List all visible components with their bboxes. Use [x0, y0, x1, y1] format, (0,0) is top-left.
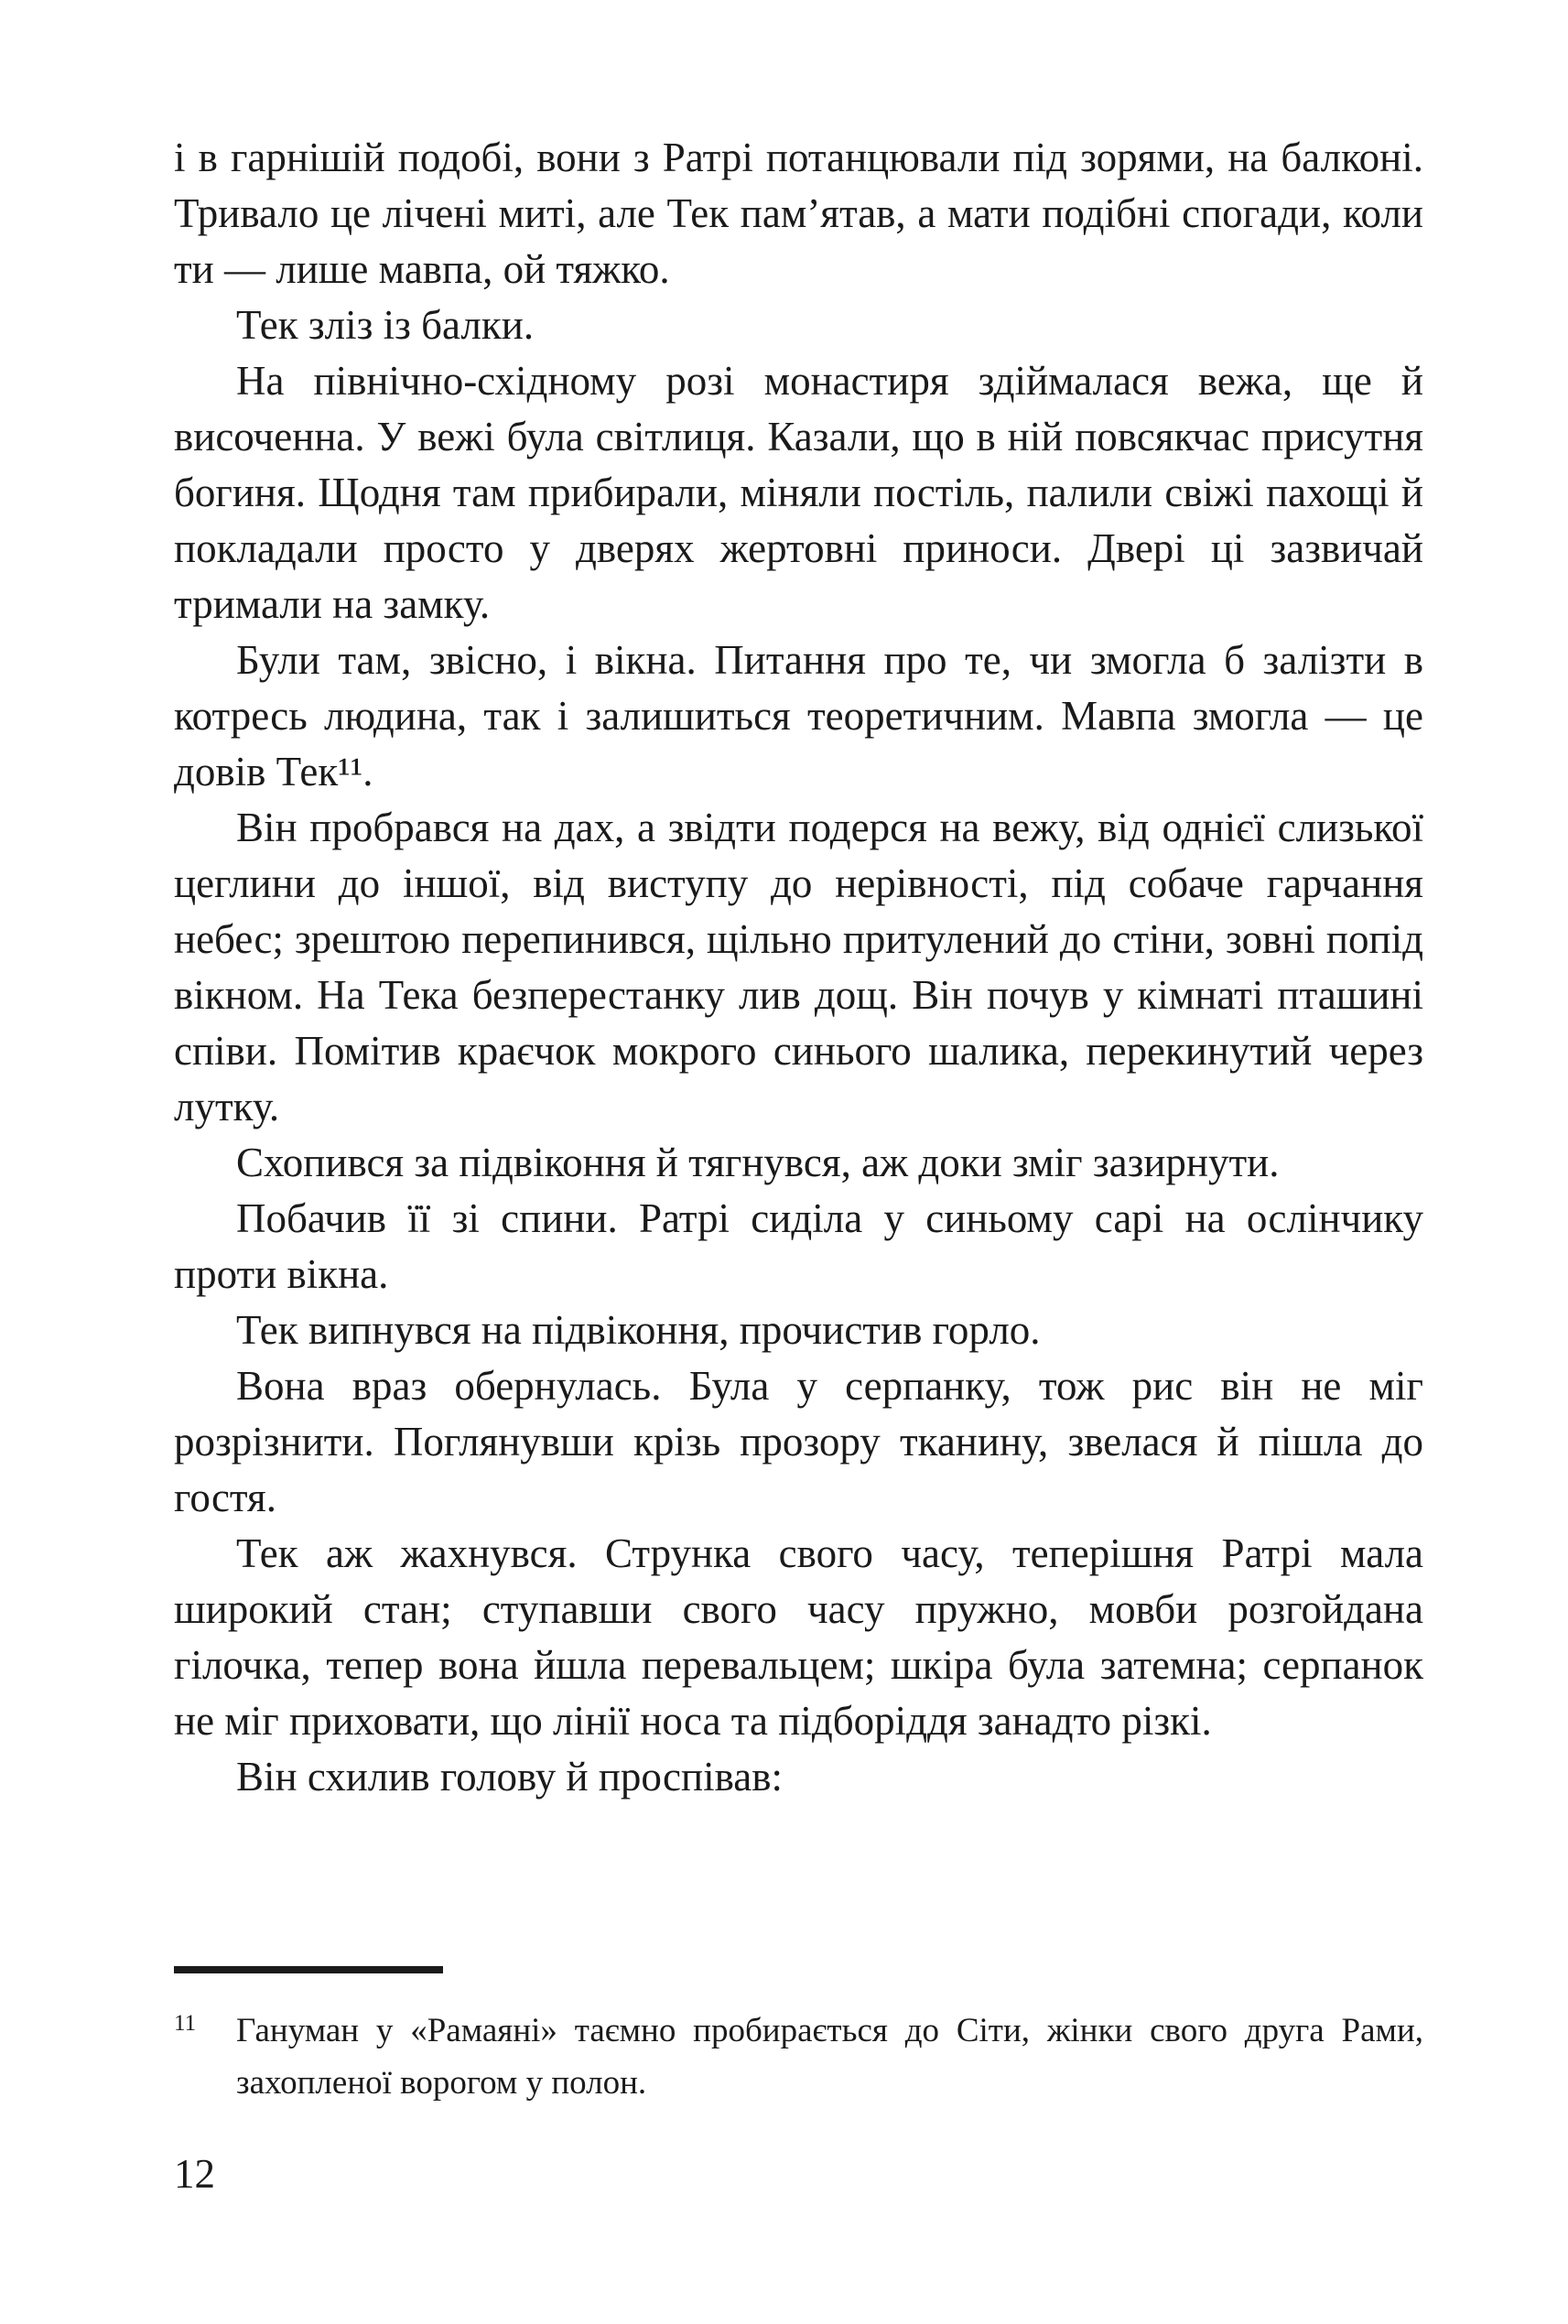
footnote-divider	[174, 1966, 443, 1973]
paragraph: Побачив її зі спини. Ратрі сиділа у синьому сарі на ослінчику проти вікна.	[174, 1195, 1423, 1297]
paragraph: і в гарнішій подобі, вони з Ратрі потанцювали під зорями, на балконі. Тривало це лічені миті, але Тек пам’ятав, а мати подібні спогади, коли ти — лише мавпа, ой тяжко.	[174, 135, 1423, 292]
paragraph: Тек випнувся на підвіконня, прочистив горло.	[236, 1307, 1041, 1353]
paragraph: На північно-східному розі монастиря здіймалася вежа, ще й височенна. У вежі була світлиця. Казали, що в ній повсякчас присутня богиня. Щодня там прибирали, міняли постіль, палили свіжі пахощі й покладали просто у дверях жертовні приноси. Двері ці зазвичай тримали на замку.	[174, 358, 1423, 627]
page-number: 12	[174, 2151, 215, 2197]
footnote-marker: 11	[174, 2011, 197, 2036]
paragraph: Він пробрався на дах, а звідти подерся на вежу, від однієї слизької цеглини до іншої, від виступу до нерівності, під собаче гарчання небес; зрештою перепинився, щільно притулений до стіни, зовні попід вікном. На Тека безперестанку лив дощ. Він почув у кімнаті пташині співи. Помітив краєчок мокрого синього шалика, перекинутий через лутку.	[174, 805, 1423, 1130]
body-text	[174, 130, 1423, 1805]
footnote	[174, 1997, 1423, 2109]
paragraph: Тек зліз із балки.	[236, 302, 535, 348]
paragraph: Він схилив голову й проспівав:	[236, 1754, 783, 1800]
paragraph: Були там, звісно, і вікна. Питання про те, чи змогла б залізти в котресь людина, так і залишиться теоретичним. Мавпа змогла — це довів Тек¹¹.	[174, 637, 1423, 794]
paragraph: Тек аж жахнувся. Струнка свого часу, теперішня Ратрі мала широкий стан; ступавши свого часу пружно, мовби розгойдана гілочка, тепер вона йшла перевальцем; шкіра була затемна; серпанок не міг приховати, що лінії носа та підборіддя занадто різкі.	[174, 1530, 1423, 1744]
footnote-text: Гануман у «Рамаяні» таємно пробирається до Сіти, жінки свого друга Рами, захопленої ворогом у полон.	[236, 2012, 1423, 2102]
paragraph: Схопився за підвіконня й тягнувся, аж доки зміг зазирнути.	[236, 1140, 1280, 1185]
paragraph: Вона враз обернулась. Була у серпанку, тож рис він не міг розрізнити. Поглянувши крізь прозору тканину, звелася й пішла до гостя.	[174, 1363, 1423, 1520]
